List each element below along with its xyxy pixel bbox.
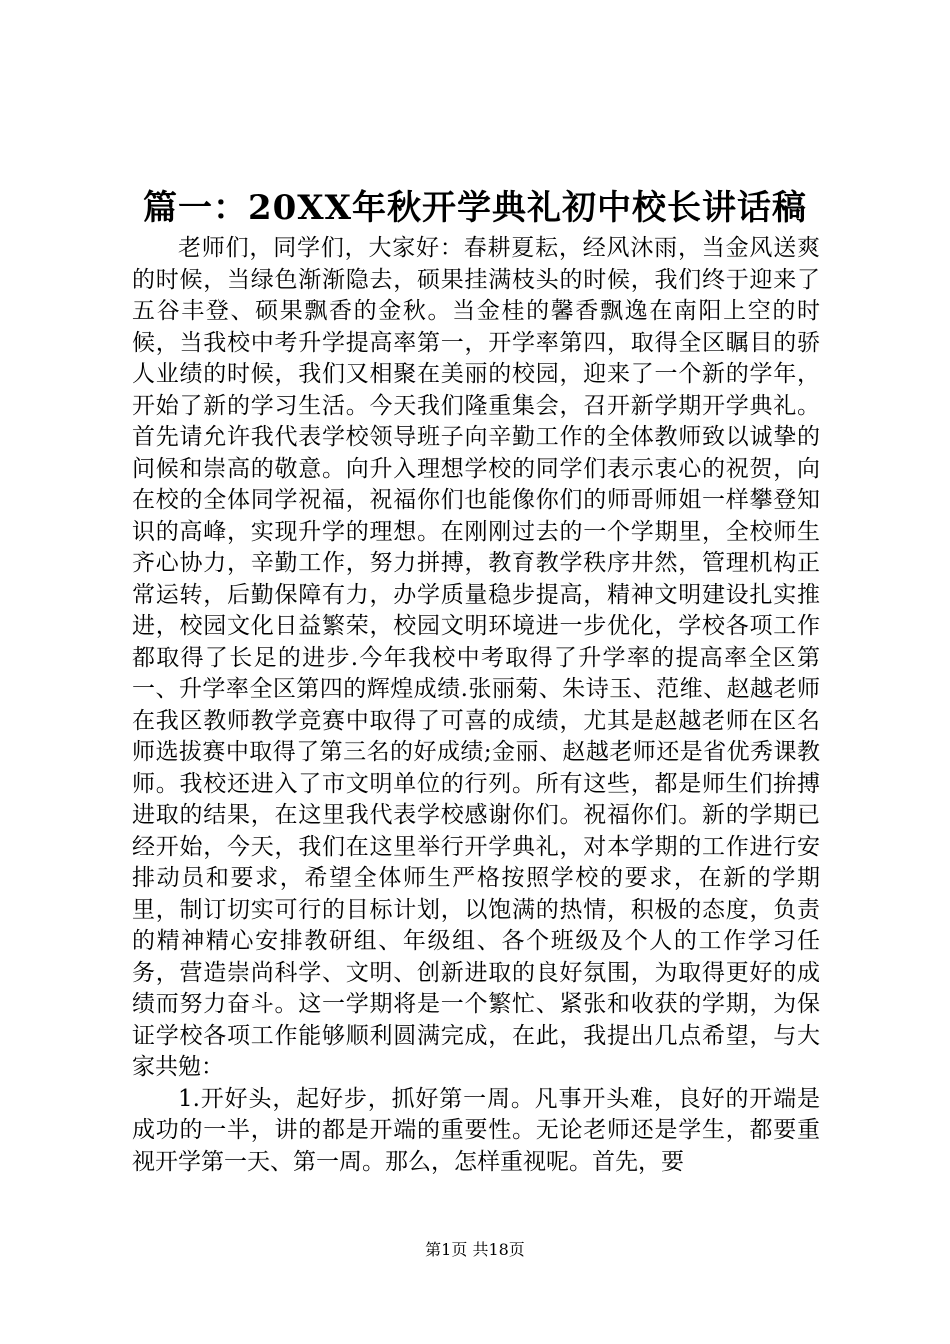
body-paragraph: 老师们，同学们，大家好：春耕夏耘，经风沐雨，当金风送爽的时候，当绿色渐渐隐去，硕果挂满枝头的时候，我们终于迎来了五谷丰登、硕果飘香的金秋。当金桂的馨香飘逸在南阳上空的时候，当我校中考升学提高率第一，开学率第四，取得全区瞩目的骄人业绩的时候，我们又相聚在美丽的校园，迎来了一个新的学年，开始了新的学习生活。今天我们隆重集会，召开新学期开学典礼。首先请允许我代表学校领导班子向辛勤工作的全体教师致以诚挚的问候和崇高的敬意。向升入理想学校的同学们表示衷心的祝贺，向在校的全体同学祝福，祝福你们也能像你们的师哥师姐一样攀登知识的高峰，实现升学的理想。在刚刚过去的一个学期里，全校师生齐心协力，辛勤工作，努力拼搏，教育教学秩序井然，管理机构正常运转，后勤保障有力，办学质量稳步提高，精神文明建设扎实推进，校园文化日益繁荣，校园文明环境进一步优化，学校各项工作都取得了长足的进步.今年我校中考取得了升学率的提高率全区第一、升学率全区第四的辉煌成绩.张丽菊、朱诗玉、范维、赵越老师在我区教师教学竞赛中取得了可喜的成绩，尤其是赵越老师在区名师选拔赛中取得了第三名的好成绩;金丽、赵越老师还是省优秀课教师。我校还进入了市文明单位的行列。所有这些，都是师生们拚搏进取的结果，在这里我代表学校感谢你们。祝福你们。新的学期已经开始，今天，我们在这里举行开学典礼，对本学期的工作进行安排动员和要求，希望全体师生严格按照学校的要求，在新的学期里，制订切实可行的目标计划，以饱满的热情，积极的态度，负责的精神精心安排教研组、年级组、各个班级及个人的工作学习任务，营造崇尚科学、文明、创新进取的良好氛围，为取得更好的成绩而努力奋斗。这一学期将是一个繁忙、紧张和收获的学期，为保证学校各项工作能够顺利圆满完成，在此，我提出几点希望，与大家共勉：	[132, 235, 820, 1080]
page-number-footer: 第1页 共18页	[425, 1240, 525, 1259]
document-body	[132, 233, 820, 1178]
body-paragraph: 1.开好头，起好步，抓好第一周。凡事开头难，良好的开端是成功的一半，讲的都是开端的重要性。无论老师还是学生，都要重视开学第一天、第一周。那么，怎样重视呢。首先，要	[132, 1085, 820, 1175]
document-title: 篇一：20XX年秋开学典礼初中校长讲话稿	[142, 188, 808, 228]
